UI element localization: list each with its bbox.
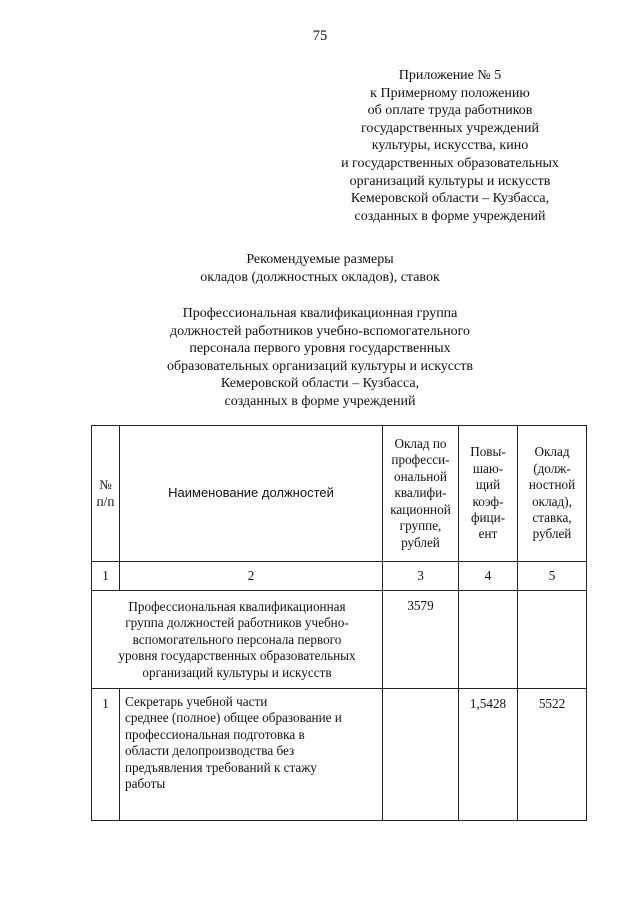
document-title bbox=[0, 251, 640, 286]
row-final-salary: 5522 bbox=[518, 689, 587, 821]
header-coefficient: Повы- шаю- щий коэф- фици- ент bbox=[459, 426, 518, 562]
page-number: 75 bbox=[312, 28, 328, 44]
subtitle-line: должностей работников учебно-вспомогательного bbox=[170, 323, 470, 339]
appendix-line: организаций культуры и искусств bbox=[349, 173, 551, 189]
table-row bbox=[92, 689, 587, 821]
appendix-line: и государственных образовательных bbox=[341, 155, 559, 171]
column-number: 4 bbox=[459, 562, 518, 591]
column-number: 2 bbox=[120, 562, 383, 591]
column-number: 5 bbox=[518, 562, 587, 591]
row-num: 1 bbox=[92, 689, 120, 821]
row-position-name: Секретарь учебной части среднее (полное) общее образование и профессиональная подготовка в области делопроизводства без предъявления требований к стажу работы bbox=[120, 689, 383, 821]
group-salary: 3579 bbox=[383, 591, 459, 689]
subtitle-line: Кемеровской области – Кузбасса, bbox=[220, 376, 420, 392]
header-group-salary: Оклад по професси- ональной квалифи- кационной группе, рублей bbox=[383, 426, 459, 562]
title-line: окладов (должностных окладов), ставок bbox=[200, 269, 440, 285]
subtitle-line: образовательных организаций культуры и искусств bbox=[167, 358, 473, 374]
appendix-line: созданных в форме учреждений bbox=[354, 208, 546, 224]
appendix-line: государственных учреждений bbox=[361, 120, 539, 136]
column-number: 1 bbox=[92, 562, 120, 591]
group-row bbox=[92, 591, 587, 689]
row-salary bbox=[383, 689, 459, 821]
title-line: Рекомендуемые размеры bbox=[246, 252, 394, 267]
row-coefficient: 1,5428 bbox=[459, 689, 518, 821]
group-coef-empty bbox=[459, 591, 518, 689]
appendix-line: Кемеровской области – Кузбасса, bbox=[350, 191, 550, 207]
salary-table bbox=[91, 425, 587, 821]
header-num: № п/п bbox=[92, 426, 120, 562]
header-position-name: Наименование должностей bbox=[120, 426, 383, 562]
group-final-empty bbox=[518, 591, 587, 689]
appendix-block bbox=[300, 67, 600, 225]
appendix-line: к Примерному положению bbox=[370, 85, 530, 101]
column-number-row bbox=[92, 562, 587, 591]
subtitle-line: созданных в форме учреждений bbox=[224, 393, 416, 409]
subtitle-line: персонала первого уровня государственных bbox=[189, 341, 451, 357]
table-header-row bbox=[92, 426, 587, 562]
appendix-line: об оплате труда работников bbox=[367, 103, 533, 119]
document-subtitle bbox=[0, 305, 640, 411]
appendix-line: Приложение № 5 bbox=[398, 68, 502, 83]
subtitle-line: Профессиональная квалификационная группа bbox=[182, 306, 458, 321]
column-number: 3 bbox=[383, 562, 459, 591]
appendix-line: культуры, искусства, кино bbox=[371, 138, 529, 154]
group-description: Профессиональная квалификационная группа должностей работников учебно- вспомогательного персонала первого уровня государственных образовательных организаций культуры и искусств bbox=[92, 591, 383, 689]
header-final-salary: Оклад (долж- ностной оклад), ставка, рублей bbox=[518, 426, 587, 562]
